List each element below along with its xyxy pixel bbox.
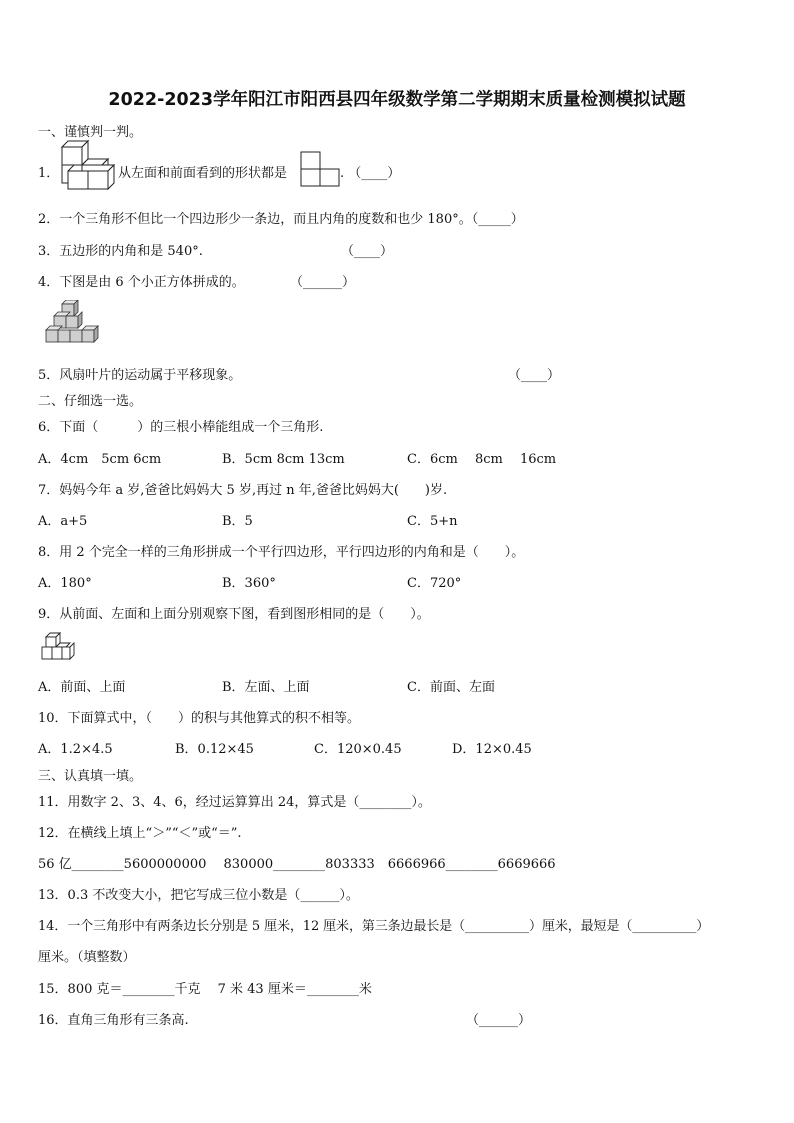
question-12: 12．在横线上填上“＞”“＜”或“＝”. xyxy=(38,826,242,841)
q4-cube-stack-figure xyxy=(44,300,100,350)
section-heading-1: 一、谨慎判一判。 xyxy=(38,125,143,140)
q10-option-a[interactable]: A．1.2×4.5 xyxy=(38,742,113,757)
question-5-answer-blank[interactable]: （____） xyxy=(508,368,561,383)
q8-option-c[interactable]: C．720° xyxy=(407,576,462,591)
question-15: 15．800 克＝________千克 7 米 43 厘米＝________米 xyxy=(38,982,372,997)
question-8: 8．用 2 个完全一样的三角形拼成一个平行四边形，平行四边形的内角和是（ ）。 xyxy=(38,545,525,560)
q6-option-a[interactable]: A．4cm 5cm 6cm xyxy=(38,452,162,467)
question-14: 14．一个三角形中有两条边长分别是 5 厘米，12 厘米，第三条边最长是（__________）厘米，最短是（__________） xyxy=(38,919,710,934)
q10-option-d[interactable]: D．12×0.45 xyxy=(452,742,532,757)
question-1-text: 从左面和前面看到的形状都是 xyxy=(118,166,288,181)
section-heading-2: 二、仔细选一选。 xyxy=(38,394,143,409)
question-14-continuation: 厘米。（填整数） xyxy=(38,950,136,965)
q7-option-c[interactable]: C．5+n xyxy=(407,514,458,529)
q8-option-b[interactable]: B．360° xyxy=(222,576,276,591)
question-1-number: 1． xyxy=(38,166,60,181)
question-12-comparisons: 56 亿________5600000000 830000________803333 6666966________6669666 xyxy=(38,857,556,872)
question-5: 5．风扇叶片的运动属于平移现象。 xyxy=(38,368,242,383)
question-13: 13．0.3 不改变大小，把它写成三位小数是（______）。 xyxy=(38,888,359,903)
question-2: 2．一个三角形不但比一个四边形少一条边，而且内角的度数和也少 180°。（_____） xyxy=(38,212,524,227)
q9-cube-figure xyxy=(40,631,76,663)
q8-option-a[interactable]: A．180° xyxy=(38,576,92,591)
q9-option-c[interactable]: C．前面、左面 xyxy=(407,680,495,695)
question-3: 3．五边形的内角和是 540°. xyxy=(38,244,203,259)
question-6: 6．下面（ ）的三根小棒能组成一个三角形. xyxy=(38,420,324,435)
q10-option-c[interactable]: C．120×0.45 xyxy=(314,742,402,757)
q6-option-c[interactable]: C．6cm 8cm 16cm xyxy=(407,452,557,467)
question-1-answer-blank[interactable]: . （____） xyxy=(340,166,401,181)
q1-cube-figure xyxy=(56,139,120,191)
page-title: 2022-2023学年阳江市阳西县四年级数学第二学期期末质量检测模拟试题 xyxy=(108,90,686,110)
q9-option-b[interactable]: B．左面、上面 xyxy=(222,680,310,695)
q6-option-b[interactable]: B．5cm 8cm 13cm xyxy=(222,452,345,467)
q1-grid-shape xyxy=(300,151,340,187)
q10-option-b[interactable]: B．0.12×45 xyxy=(175,742,254,757)
section-heading-3: 三、认真填一填。 xyxy=(38,769,143,784)
question-4: 4．下图是由 6 个小正方体拼成的。 xyxy=(38,275,245,290)
q7-option-b[interactable]: B．5 xyxy=(222,514,253,529)
question-7: 7．妈妈今年 a 岁,爸爸比妈妈大 5 岁,再过 n 年,爸爸比妈妈大( )岁. xyxy=(38,483,448,498)
question-16: 16．直角三角形有三条高. xyxy=(38,1013,189,1028)
question-3-answer-blank[interactable]: （____） xyxy=(341,244,394,259)
question-11: 11．用数字 2、3、4、6，经过运算算出 24，算式是（________）。 xyxy=(38,795,431,810)
question-10: 10．下面算式中，（ ）的积与其他算式的积不相等。 xyxy=(38,711,361,726)
q9-option-a[interactable]: A．前面、上面 xyxy=(38,680,126,695)
question-9: 9．从前面、左面和上面分别观察下图，看到图形相同的是（ ）。 xyxy=(38,607,430,622)
question-4-answer-blank[interactable]: （______） xyxy=(290,275,356,290)
q7-option-a[interactable]: A．a+5 xyxy=(38,514,88,529)
question-16-answer-blank[interactable]: （______） xyxy=(466,1013,532,1028)
